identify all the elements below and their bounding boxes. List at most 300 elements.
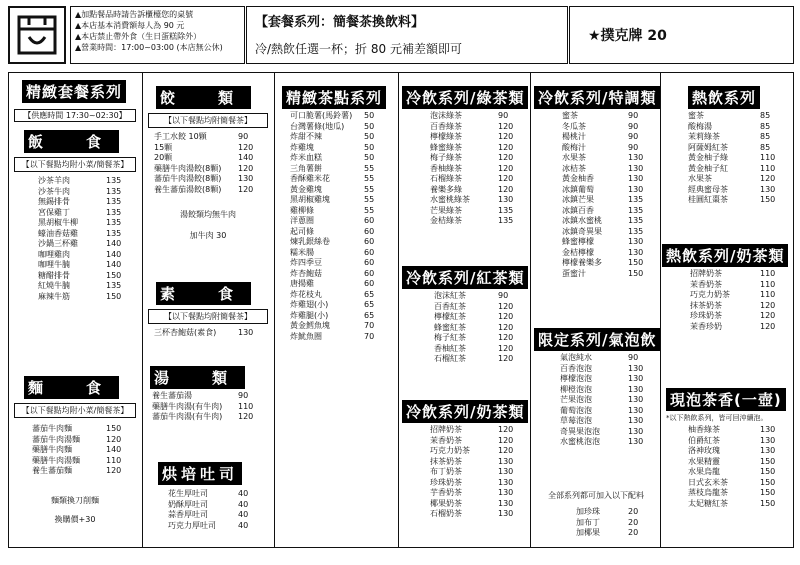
- item-price: 130: [760, 435, 776, 445]
- soda-list: [534, 353, 658, 448]
- item-name: 水果茶: [562, 153, 586, 162]
- item-price: 130: [628, 174, 644, 183]
- item-name: 藥膳牛肉麵: [32, 445, 72, 454]
- item-name: 石榴綠茶: [430, 174, 462, 183]
- menu-item: [430, 132, 528, 143]
- item-price: 120: [498, 142, 514, 152]
- item-price: 120: [498, 354, 514, 363]
- notice: ▲加點餐品時請告訴櫃檯您的桌號: [75, 10, 194, 19]
- item-price: 120: [498, 425, 514, 434]
- set-meal-note: 冷/熱飲任選一杯；折 80 元補差額即可: [255, 42, 462, 56]
- milk-title: 冷飲系列/奶茶類: [402, 400, 528, 423]
- item-price: 135: [628, 216, 644, 225]
- hot-milk-title: 熱飲系列/奶茶類: [662, 244, 788, 267]
- menu-item: [152, 402, 268, 413]
- rice-list: [14, 176, 136, 302]
- item-name: 台灣薯條(地瓜): [290, 121, 345, 131]
- item-name: 經典蜜母茶: [688, 184, 728, 194]
- item-name: 茉香奶茶: [690, 279, 722, 289]
- item-name: 冰鎮百香: [562, 205, 594, 215]
- item-price: 130: [760, 184, 776, 194]
- item-name: 香柚紅茶: [434, 343, 466, 353]
- menu-item: [32, 466, 136, 477]
- item-price: 120: [238, 163, 254, 173]
- item-price: 140: [106, 445, 122, 454]
- menu-item: [168, 500, 268, 511]
- item-name: 黃金柚子綠: [688, 153, 728, 162]
- toast-list: [148, 489, 268, 531]
- menu-item: [32, 435, 136, 446]
- menu-item: [154, 132, 268, 143]
- item-name: 香柚綠茶: [430, 163, 462, 173]
- item-price: 50: [364, 132, 375, 141]
- item-price: 130: [628, 153, 644, 162]
- item-name: 黑胡椒雞塊: [290, 195, 330, 204]
- item-name: 日式玄米茶: [688, 477, 728, 487]
- dumpling-foot: 湯餃類均無牛肉: [180, 210, 236, 219]
- item-price: 135: [628, 205, 644, 215]
- item-price: 85: [760, 142, 771, 152]
- item-price: 135: [106, 176, 122, 185]
- column-cold-milk: [402, 400, 528, 520]
- item-price: 120: [498, 174, 514, 183]
- item-price: 120: [498, 184, 514, 194]
- item-name: 酸梅汁: [562, 142, 586, 152]
- item-price: 90: [628, 132, 639, 141]
- poker-box: ★撲克牌 20: [569, 6, 794, 64]
- item-price: 120: [498, 333, 514, 342]
- item-name: 炸米血糕: [290, 153, 322, 162]
- menu-item: [576, 518, 658, 529]
- logo: [8, 6, 66, 64]
- menu-item: [434, 312, 528, 323]
- item-price: 65: [364, 310, 375, 320]
- menu-item: [154, 328, 268, 339]
- item-name: 蠔油香菇雞: [38, 228, 78, 238]
- item-price: 55: [364, 184, 375, 194]
- addon-list: [534, 507, 658, 539]
- dumpling-list: [148, 132, 268, 195]
- soup-title: 湯 類: [150, 366, 245, 389]
- item-name: 桂圓紅棗茶: [688, 195, 728, 204]
- item-name: 布丁奶茶: [430, 467, 462, 476]
- menu-item: [562, 206, 658, 217]
- notice: ▲本店禁止帶外食（生日蛋糕除外）: [75, 32, 202, 41]
- menu-item: [430, 216, 528, 227]
- item-price: 130: [498, 509, 514, 518]
- item-name: 芒果綠茶: [430, 205, 462, 215]
- menu-item: [290, 164, 394, 175]
- menu-item: [430, 185, 528, 196]
- addon-title: 全部系列都可加入以下配料: [548, 491, 644, 500]
- item-price: 130: [760, 446, 776, 455]
- item-price: 20: [628, 528, 639, 537]
- rice-note: 【以下餐點均附小菜/簡餐茶】: [14, 157, 136, 172]
- item-price: 70: [364, 331, 375, 341]
- item-name: 茉香珍奶: [690, 321, 722, 331]
- black-title: 冷飲系列/紅茶類: [402, 266, 528, 289]
- item-price: 120: [238, 412, 254, 421]
- column-addon: [534, 490, 658, 539]
- item-name: 宮保雞丁: [38, 207, 70, 217]
- item-name: 養樂多綠: [430, 184, 462, 194]
- item-name: 香酥雞米花: [290, 174, 330, 183]
- item-price: 130: [498, 477, 514, 487]
- item-price: 130: [628, 395, 644, 404]
- menu-item: [32, 424, 136, 435]
- menu-item: [434, 333, 528, 344]
- column-cold-green: [402, 86, 528, 227]
- dumpling-foot-price: 加牛肉 30: [189, 231, 227, 240]
- item-name: 藥膳牛肉湯(有牛肉): [152, 401, 223, 411]
- item-name: 冰鎮芒果: [562, 195, 594, 204]
- item-name: 蕃茄牛肉湯麵: [32, 434, 80, 444]
- logo-icon: [15, 13, 59, 57]
- column-soup: [148, 366, 268, 423]
- set-meal-box: [246, 6, 568, 64]
- menu-item: [154, 153, 268, 164]
- item-name: 水果茶: [688, 174, 712, 183]
- menu-item: [154, 164, 268, 175]
- item-name: 太妃糖紅茶: [688, 498, 728, 508]
- item-name: 珍珠奶茶: [690, 311, 722, 320]
- veg-title: 素 食: [156, 282, 251, 305]
- item-price: 65: [364, 289, 375, 299]
- menu-item: [38, 271, 136, 282]
- menu-item: [290, 248, 394, 259]
- item-name: 阿薩姆紅茶: [688, 142, 728, 152]
- item-price: 150: [760, 456, 776, 466]
- item-price: 120: [238, 184, 254, 194]
- menu-item: [688, 143, 790, 154]
- item-name: 洛神玫瑰: [688, 446, 720, 455]
- item-price: 110: [760, 153, 776, 162]
- column-snacks: [282, 86, 394, 342]
- item-price: 135: [628, 226, 644, 236]
- item-price: 120: [106, 466, 122, 475]
- column-pot: [666, 388, 790, 509]
- item-name: 梅子紅茶: [434, 333, 466, 342]
- item-name: 炸雞腿(小): [290, 310, 329, 320]
- menu-item: [290, 132, 394, 143]
- special-list: [534, 111, 658, 279]
- menu-item: [38, 281, 136, 292]
- menu-item: [38, 218, 136, 229]
- menu-item: [430, 153, 528, 164]
- item-price: 110: [760, 279, 776, 289]
- menu-item: [154, 174, 268, 185]
- column-hot-milk: [662, 244, 790, 332]
- item-name: 炸杏鮑菇: [290, 268, 322, 278]
- menu-item: [38, 197, 136, 208]
- item-name: 巧克力奶茶: [430, 446, 470, 455]
- item-price: 120: [760, 174, 776, 183]
- menu-item: [430, 206, 528, 217]
- toast-title: 烘培吐司: [158, 462, 242, 485]
- item-price: 135: [498, 216, 514, 225]
- column-dumplings: [148, 86, 268, 241]
- menu-item: [290, 174, 394, 185]
- item-price: 40: [238, 520, 249, 530]
- item-name: 唐揚雞: [290, 279, 314, 288]
- menu-item: [560, 406, 658, 417]
- item-name: 椰果奶茶: [430, 498, 462, 508]
- item-price: 150: [760, 488, 776, 497]
- column-soda: [534, 328, 658, 448]
- item-price: 50: [364, 121, 375, 131]
- item-price: 130: [238, 174, 254, 183]
- menu-item: [430, 436, 528, 447]
- item-name: 紅燒牛腩: [38, 281, 70, 290]
- item-name: 柳橙泡泡: [560, 384, 592, 394]
- menu-item: [560, 437, 658, 448]
- item-price: 90: [498, 111, 509, 120]
- menu-item: [690, 322, 790, 333]
- item-price: 150: [106, 424, 122, 433]
- item-price: 120: [498, 121, 514, 131]
- menu-item: [290, 269, 394, 280]
- menu-item: [430, 509, 528, 520]
- item-price: 120: [498, 312, 514, 321]
- item-name: 檸檬綠茶: [430, 132, 462, 141]
- menu-item: [560, 374, 658, 385]
- item-name: 檸檬養樂多: [562, 258, 602, 267]
- item-name: 15顆: [154, 142, 173, 152]
- item-price: 120: [498, 343, 514, 353]
- item-name: 炸四季豆: [290, 258, 322, 267]
- menu-item: [168, 489, 268, 500]
- column-noodles: [14, 376, 136, 525]
- item-price: 50: [364, 153, 375, 162]
- item-price: 90: [238, 132, 249, 141]
- item-price: 135: [106, 218, 122, 227]
- menu-item: [562, 237, 658, 248]
- item-price: 90: [238, 391, 249, 400]
- menu-item: [688, 153, 790, 164]
- item-price: 55: [364, 174, 375, 183]
- item-name: 加椰果: [576, 528, 600, 537]
- item-price: 130: [628, 163, 644, 173]
- item-price: 150: [628, 258, 644, 267]
- item-name: 伯爵紅茶: [688, 435, 720, 445]
- menu-item: [290, 206, 394, 217]
- item-price: 135: [106, 197, 122, 206]
- menu-item: [688, 478, 790, 489]
- item-price: 135: [498, 205, 514, 215]
- item-name: 雞柳條: [290, 205, 314, 215]
- item-price: 90: [628, 353, 639, 362]
- menu-item: [152, 412, 268, 423]
- menu-item: [290, 300, 394, 311]
- item-price: 130: [498, 456, 514, 466]
- menu-item: [430, 467, 528, 478]
- item-price: 150: [760, 195, 776, 204]
- menu-item: [430, 499, 528, 510]
- item-name: 沙鍋三杯雞: [38, 239, 78, 248]
- item-name: 花生厚吐司: [168, 489, 208, 498]
- item-price: 135: [106, 281, 122, 290]
- item-price: 85: [760, 132, 771, 141]
- hot-list: [666, 111, 790, 206]
- menu-item: [38, 187, 136, 198]
- menu-item: [290, 279, 394, 290]
- item-name: 炸花枝丸: [290, 289, 322, 299]
- menu-item: [688, 436, 790, 447]
- menu-item: [434, 344, 528, 355]
- item-price: 20: [628, 517, 639, 527]
- column-set-meals: [14, 80, 136, 302]
- item-name: 奇異果泡泡: [560, 426, 600, 436]
- menu-item: [434, 323, 528, 334]
- item-price: 120: [498, 446, 514, 455]
- menu-item: [154, 143, 268, 154]
- item-name: 百香綠茶: [430, 121, 462, 131]
- item-name: 養生蕃茄湯餃(8顆): [154, 184, 222, 194]
- item-price: 60: [364, 237, 375, 246]
- item-name: 蜂蜜紅茶: [434, 322, 466, 332]
- item-name: 藥膳牛肉湯餃(8顆): [154, 163, 222, 173]
- menu-item: [562, 227, 658, 238]
- menu-item: [434, 291, 528, 302]
- menu-item: [576, 507, 658, 518]
- rice-title: 飯 食: [24, 130, 119, 153]
- item-price: 120: [498, 435, 514, 445]
- menu-item: [168, 521, 268, 532]
- item-name: 蕃茄牛肉麵: [32, 424, 72, 433]
- item-name: 冰鎮葡萄: [562, 184, 594, 194]
- set-meal-title: 【套餐系列：簡餐茶換飲料】: [255, 15, 425, 30]
- item-name: 黃金柚香: [562, 174, 594, 183]
- item-price: 130: [628, 184, 644, 194]
- item-price: 65: [364, 300, 375, 309]
- item-price: 130: [498, 467, 514, 476]
- noodle-footer-price: 換購價+30: [54, 514, 96, 524]
- soup-list: [148, 391, 268, 423]
- menu-item: [688, 457, 790, 468]
- item-name: 蜜茶: [688, 111, 704, 120]
- item-price: 60: [364, 216, 375, 225]
- menu-item: [562, 195, 658, 206]
- item-name: 巧克力奶茶: [690, 290, 730, 299]
- snack-list: [282, 111, 394, 342]
- item-price: 50: [364, 111, 375, 120]
- item-price: 20: [628, 507, 639, 516]
- hours-note: 【供應時間 17:30~02:30】: [14, 109, 136, 122]
- item-price: 135: [106, 207, 122, 217]
- item-name: 加珍珠: [576, 507, 600, 516]
- item-name: 葡萄泡泡: [560, 405, 592, 415]
- item-price: 120: [498, 153, 514, 162]
- menu-item: [38, 239, 136, 250]
- item-name: 水果精靈: [688, 456, 720, 466]
- noodle-note: 【以下餐點均附小菜/簡餐茶】: [14, 403, 136, 418]
- menu-item: [688, 111, 790, 122]
- menu-item: [690, 290, 790, 301]
- menu-item: [690, 280, 790, 291]
- item-name: 冬瓜茶: [562, 121, 586, 131]
- item-name: 糖醋排骨: [38, 270, 70, 280]
- menu-item: [562, 185, 658, 196]
- item-name: 珍珠奶茶: [430, 477, 462, 487]
- item-name: 糯米腸: [290, 247, 314, 257]
- item-name: 蒜香厚吐司: [168, 510, 208, 519]
- item-price: 60: [364, 226, 375, 236]
- menu-item: [430, 111, 528, 122]
- item-name: 麻辣牛筋: [38, 291, 70, 301]
- item-price: 40: [238, 489, 249, 498]
- menu-item: [290, 258, 394, 269]
- menu-item: [690, 311, 790, 322]
- item-name: 石榴奶茶: [430, 509, 462, 518]
- menu-item: [290, 311, 394, 322]
- item-price: 120: [238, 142, 254, 152]
- item-price: 90: [628, 142, 639, 152]
- item-price: 90: [498, 291, 509, 300]
- item-price: 110: [106, 455, 122, 465]
- menu-item: [38, 292, 136, 303]
- black-list: [402, 291, 528, 365]
- soda-title: 限定系列/氣泡飲: [534, 328, 660, 351]
- menu-item: [562, 164, 658, 175]
- item-name: 沙茶牛肉: [38, 186, 70, 196]
- menu-item: [290, 321, 394, 332]
- item-price: 60: [364, 268, 375, 278]
- notice: ▲本店基本消費額每人為 90 元: [75, 21, 185, 30]
- item-price: 110: [760, 269, 776, 278]
- item-name: 炸雞翅(小): [290, 300, 329, 309]
- item-name: 黃金柚子紅: [688, 163, 728, 173]
- item-name: 手工水餃 10顆: [154, 132, 207, 141]
- item-price: 130: [628, 437, 644, 446]
- notices: [70, 6, 245, 64]
- item-name: 加布丁: [576, 517, 600, 527]
- hotmilk-list: [662, 269, 790, 332]
- column-cold-special: [534, 86, 658, 279]
- noodle-title: 麵 食: [24, 376, 119, 399]
- dumpling-title: 餃 類: [156, 86, 251, 109]
- noodle-list: [14, 424, 136, 477]
- item-price: 85: [760, 111, 771, 120]
- item-name: 三角薯餅: [290, 163, 322, 173]
- item-price: 150: [760, 467, 776, 476]
- item-name: 蜂蜜檸檬: [562, 237, 594, 246]
- menu-item: [560, 416, 658, 427]
- item-price: 130: [498, 488, 514, 497]
- menu-item: [562, 153, 658, 164]
- item-name: 20顆: [154, 153, 173, 162]
- item-name: 可口脆薯(馬鈴薯): [290, 111, 353, 120]
- menu-item: [688, 174, 790, 185]
- menu-item: [560, 395, 658, 406]
- menu-item: [290, 290, 394, 301]
- item-name: 水果烏龍: [688, 467, 720, 476]
- menu-item: [290, 195, 394, 206]
- item-price: 120: [498, 132, 514, 141]
- item-price: 135: [628, 195, 644, 204]
- item-price: 130: [628, 374, 644, 383]
- menu-item: [168, 510, 268, 521]
- snack-title: 精緻茶點系列: [282, 86, 386, 109]
- menu-item: [290, 185, 394, 196]
- item-name: 金桔檸檬: [562, 247, 594, 257]
- item-name: 招牌奶茶: [690, 269, 722, 278]
- menu-item: [290, 216, 394, 227]
- pot-note: *以下熱飲系列，皆可回沖續泡。: [666, 414, 768, 422]
- item-name: 水蜜桃綠茶: [430, 195, 470, 204]
- item-name: 黑胡椒牛柳: [38, 218, 78, 227]
- item-name: 奶酥厚吐司: [168, 499, 208, 509]
- pot-list: [666, 425, 790, 509]
